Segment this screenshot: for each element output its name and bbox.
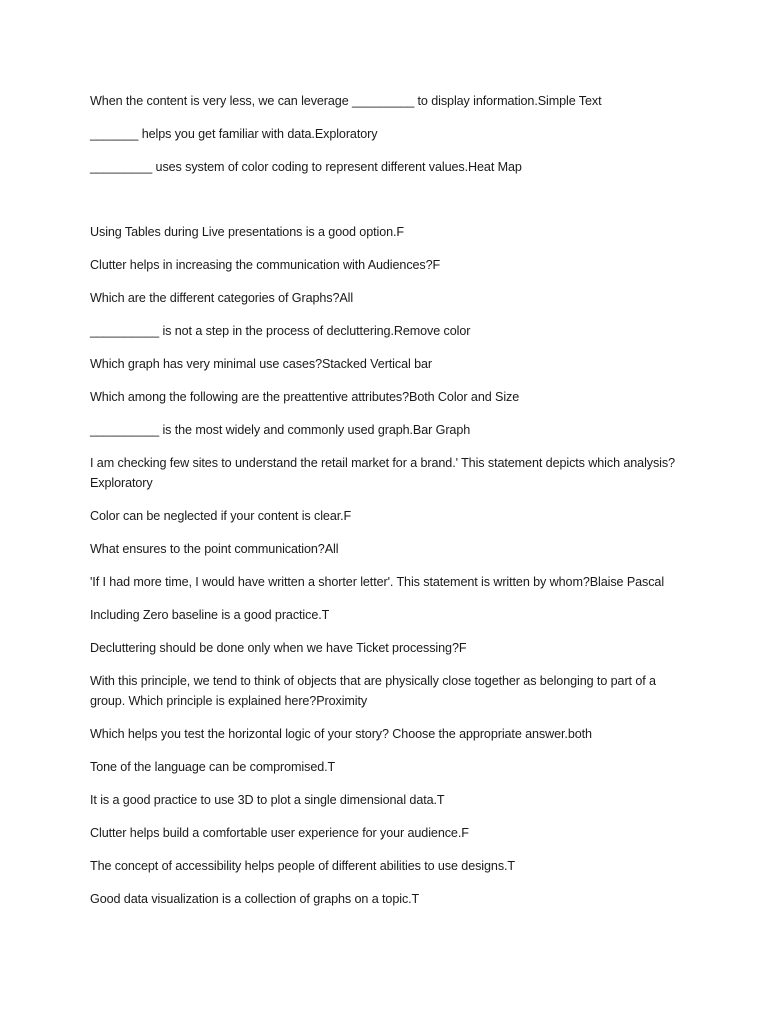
text-line: It is a good practice to use 3D to plot a single dimensional data.T [90,793,445,807]
text-line: Which are the different categories of Graphs?All [90,291,354,305]
text-line: Clutter helps in increasing the communication with Audiences?F [90,258,441,272]
text-line: _______ helps you get familiar with data.Exploratory [90,127,378,141]
text-line: Which among the following are the preattentive attributes?Both Color and Size [90,390,520,404]
text-line: Which helps you test the horizontal logic of your story? Choose the appropriate answer.both [90,727,592,741]
text-line: With this principle, we tend to think of objects that are physically close together as belonging to part of a group. Which principle is explained here?Proximity [90,674,656,708]
text-line: When the content is very less, we can leverage _________ to display information.Simple Text [90,94,602,108]
text-line: Tone of the language can be compromised.T [90,760,336,774]
text-line: Clutter helps build a comfortable user experience for your audience.F [90,826,469,840]
text-line: The concept of accessibility helps people of different abilities to use designs.T [90,859,516,873]
text-line: What ensures to the point communication?All [90,542,339,556]
text-line: __________ is the most widely and commonly used graph.Bar Graph [90,423,471,437]
text-line: Good data visualization is a collection of graphs on a topic.T [90,892,420,906]
document-body [90,91,690,922]
text-line: Which graph has very minimal use cases?Stacked Vertical bar [90,357,432,371]
text-line: 'If I had more time, I would have written a shorter letter'. This statement is written by whom?Blaise Pascal [90,575,665,589]
text-line: I am checking few sites to understand the retail market for a brand.' This statement depicts which analysis?Exploratory [90,456,675,490]
text-line: Including Zero baseline is a good practice.T [90,608,330,622]
text-line: Color can be neglected if your content is clear.F [90,509,352,523]
text-line: Decluttering should be done only when we have Ticket processing?F [90,641,467,655]
text-line: Using Tables during Live presentations is a good option.F [90,225,405,239]
text-line: __________ is not a step in the process of decluttering.Remove color [90,324,471,338]
text-line: _________ uses system of color coding to represent different values.Heat Map [90,160,522,174]
